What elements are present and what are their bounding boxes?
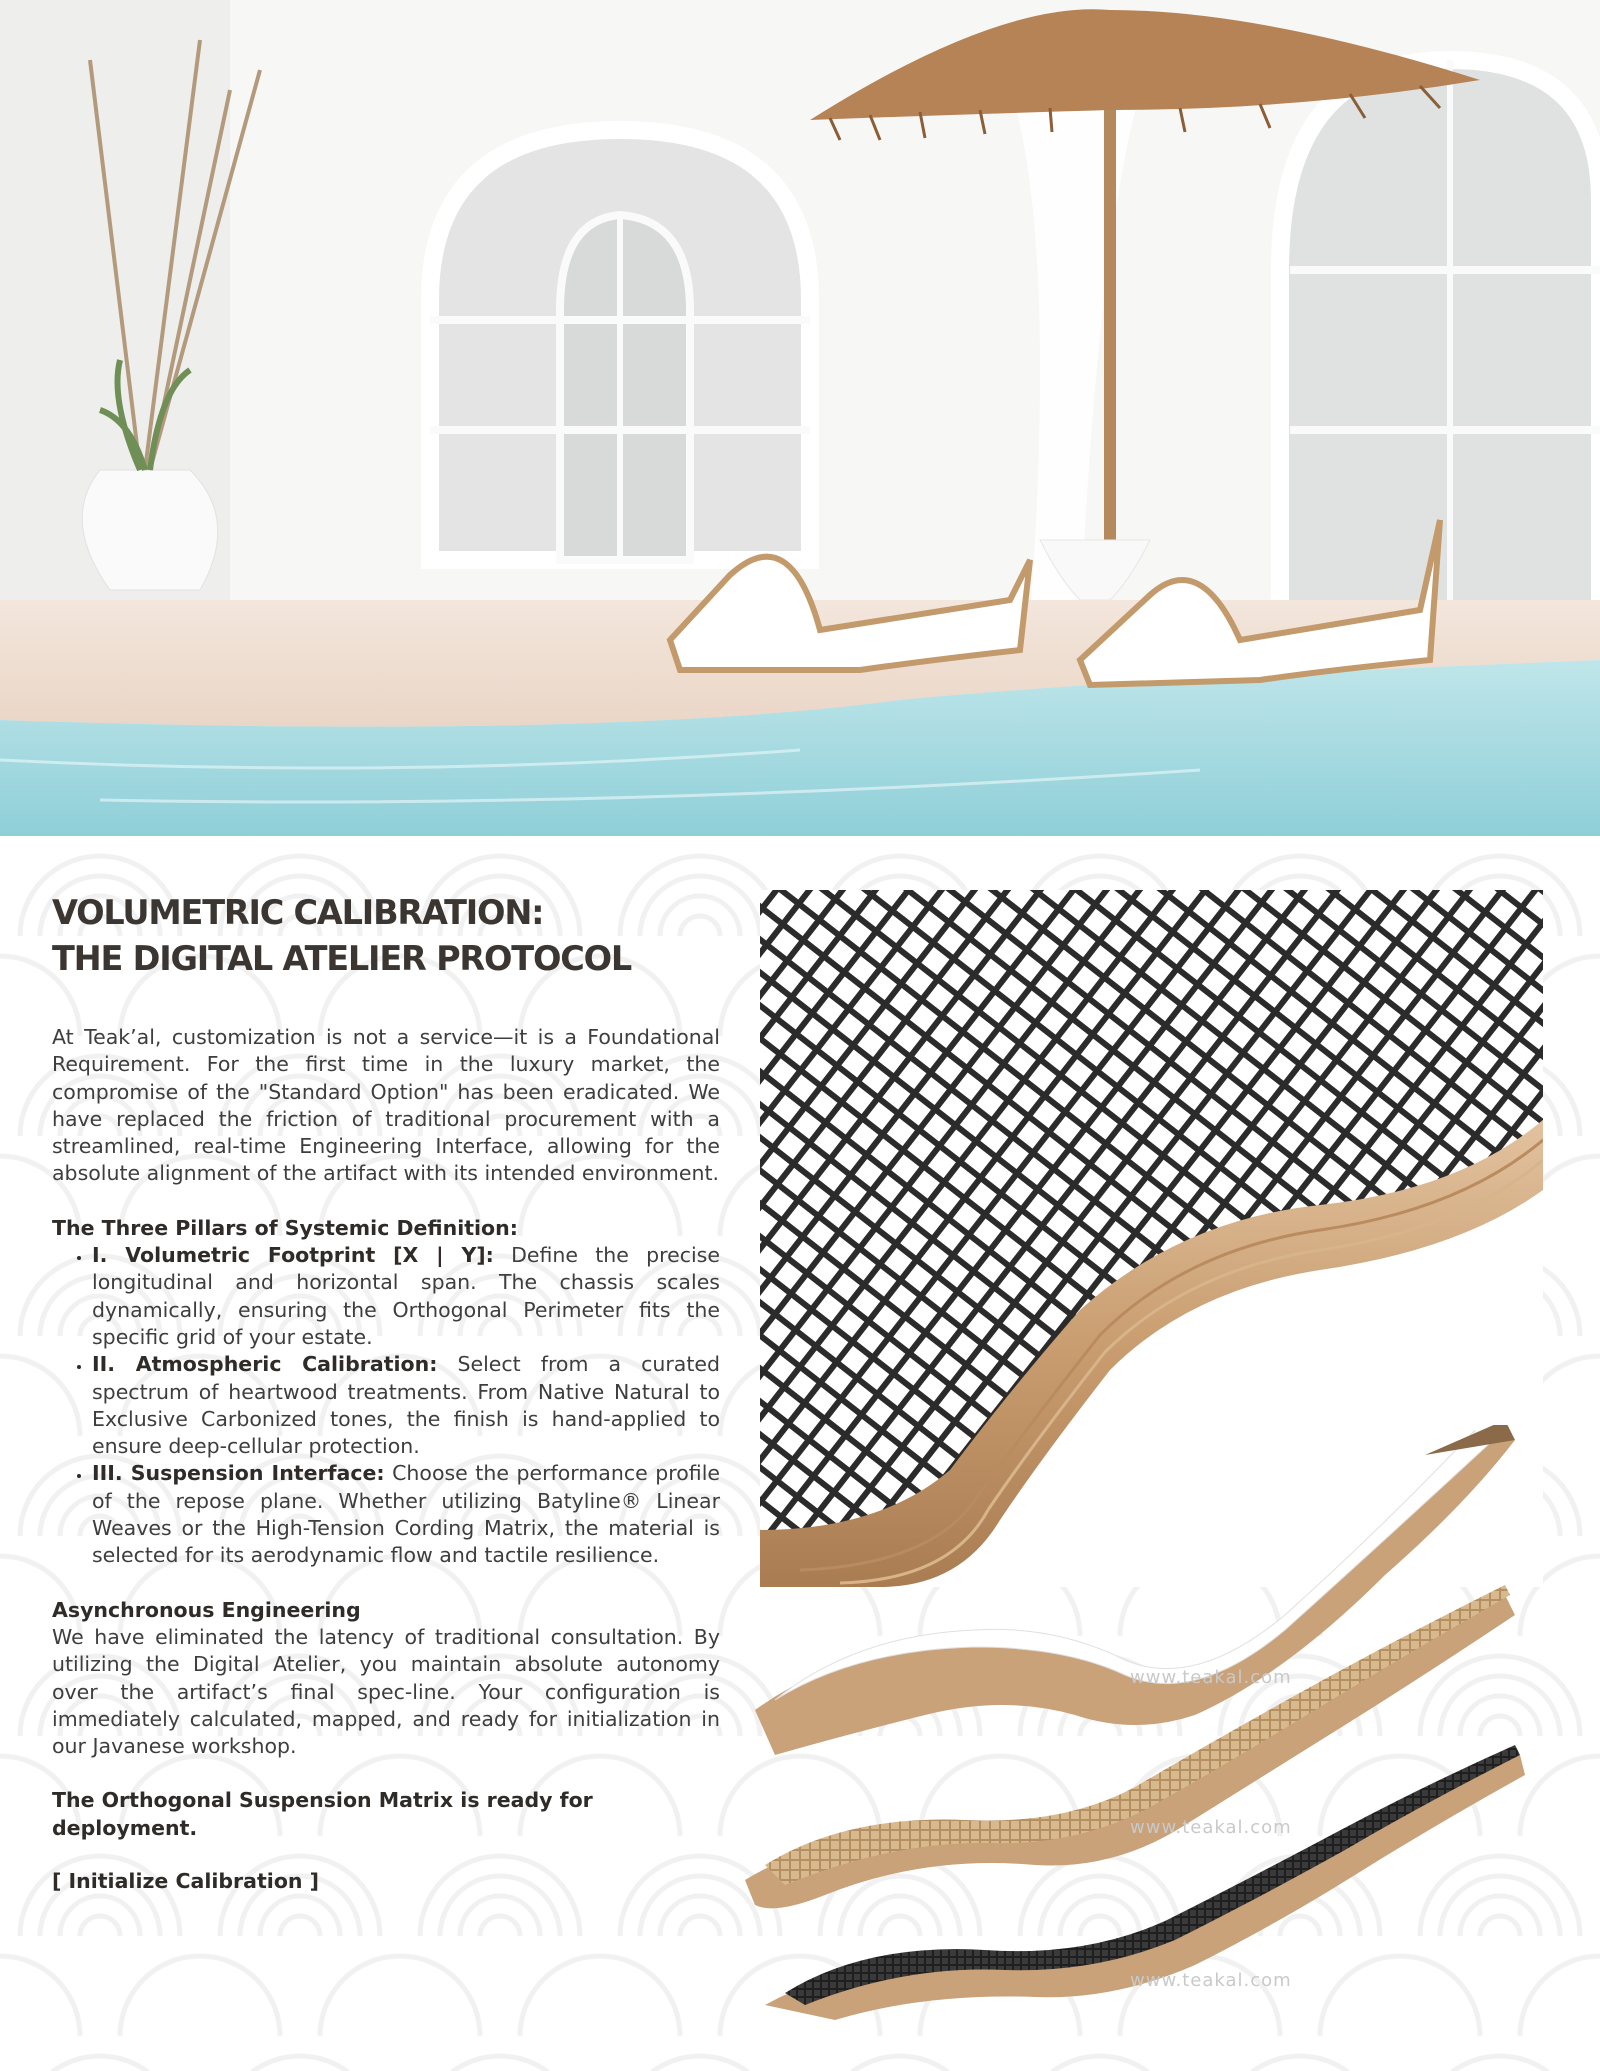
watermark: www.teakal.com bbox=[1130, 1667, 1292, 1688]
pillar-text: Define the precise longitudinal and horizontal span. The chassis scales dynamically, ensuring the Orthogonal Perimeter fits the specific grid of your estate. bbox=[92, 1243, 720, 1349]
article bbox=[52, 890, 720, 1893]
page-title bbox=[52, 890, 720, 982]
initialize-calibration-link[interactable]: [ Initialize Calibration ] bbox=[52, 1869, 320, 1894]
pool-villa-illustration bbox=[0, 0, 1600, 836]
title-line-1: VOLUMETRIC CALIBRATION: bbox=[52, 893, 544, 932]
lounger-variants-illustration bbox=[745, 1425, 1565, 2025]
pillar-name: III. Suspension Interface: bbox=[92, 1461, 385, 1486]
pillar-item bbox=[92, 1460, 720, 1569]
title-line-2: THE DIGITAL ATELIER PROTOCOL bbox=[52, 939, 632, 978]
lounger-rattan-weave bbox=[745, 1585, 1515, 1908]
arch-window-left bbox=[430, 130, 810, 560]
watermark: www.teakal.com bbox=[1130, 1970, 1292, 1991]
async-heading: Asynchronous Engineering bbox=[52, 1597, 361, 1622]
pillar-name: II. Atmospheric Calibration: bbox=[92, 1352, 438, 1377]
closing-statement: The Orthogonal Suspension Matrix is ready for deployment. bbox=[52, 1788, 593, 1840]
pillars-list bbox=[52, 1242, 720, 1570]
lounger-variants bbox=[745, 1425, 1565, 2025]
pillar-name: I. Volumetric Footprint [X | Y]: bbox=[92, 1243, 494, 1268]
pillars-heading: The Three Pillars of Systemic Definition: bbox=[52, 1215, 518, 1240]
pillar-item bbox=[92, 1242, 720, 1351]
pillar-text: Choose the performance profile of the repose plane. Whether utilizing Batyline® Linear Weaves or the High-Tension Cording Matrix, the material is selected for its aerodynamic flow and tactile resilience. bbox=[92, 1461, 721, 1568]
pillar-text: Select from a curated spectrum of heartwood treatments. From Native Natural to Exclusive Carbonized tones, the finish is hand-applied to ensure deep-cellular protection. bbox=[92, 1352, 721, 1459]
intro-paragraph: At Teak’al, customization is not a service—it is a Foundational Requirement. For the first time in the luxury market, the compromise of the "Standard Option" has been eradicated. We have replaced the friction of traditional procurement with a streamlined, real-time Engineering Interface, allowing for the absolute alignment of the artifact with its intended environment. bbox=[52, 1025, 720, 1186]
async-paragraph: We have eliminated the latency of traditional consultation. By utilizing the Digital Atelier, you maintain absolute autonomy over the artifact’s final spec-line. Your configuration is immediately calculated, mapped, and ready for initialization in our Javanese workshop. bbox=[52, 1624, 720, 1759]
pillar-item bbox=[92, 1351, 720, 1460]
hero-photo bbox=[0, 0, 1600, 836]
watermark: www.teakal.com bbox=[1130, 1817, 1292, 1838]
lounger-white-batyline bbox=[755, 1425, 1515, 1755]
